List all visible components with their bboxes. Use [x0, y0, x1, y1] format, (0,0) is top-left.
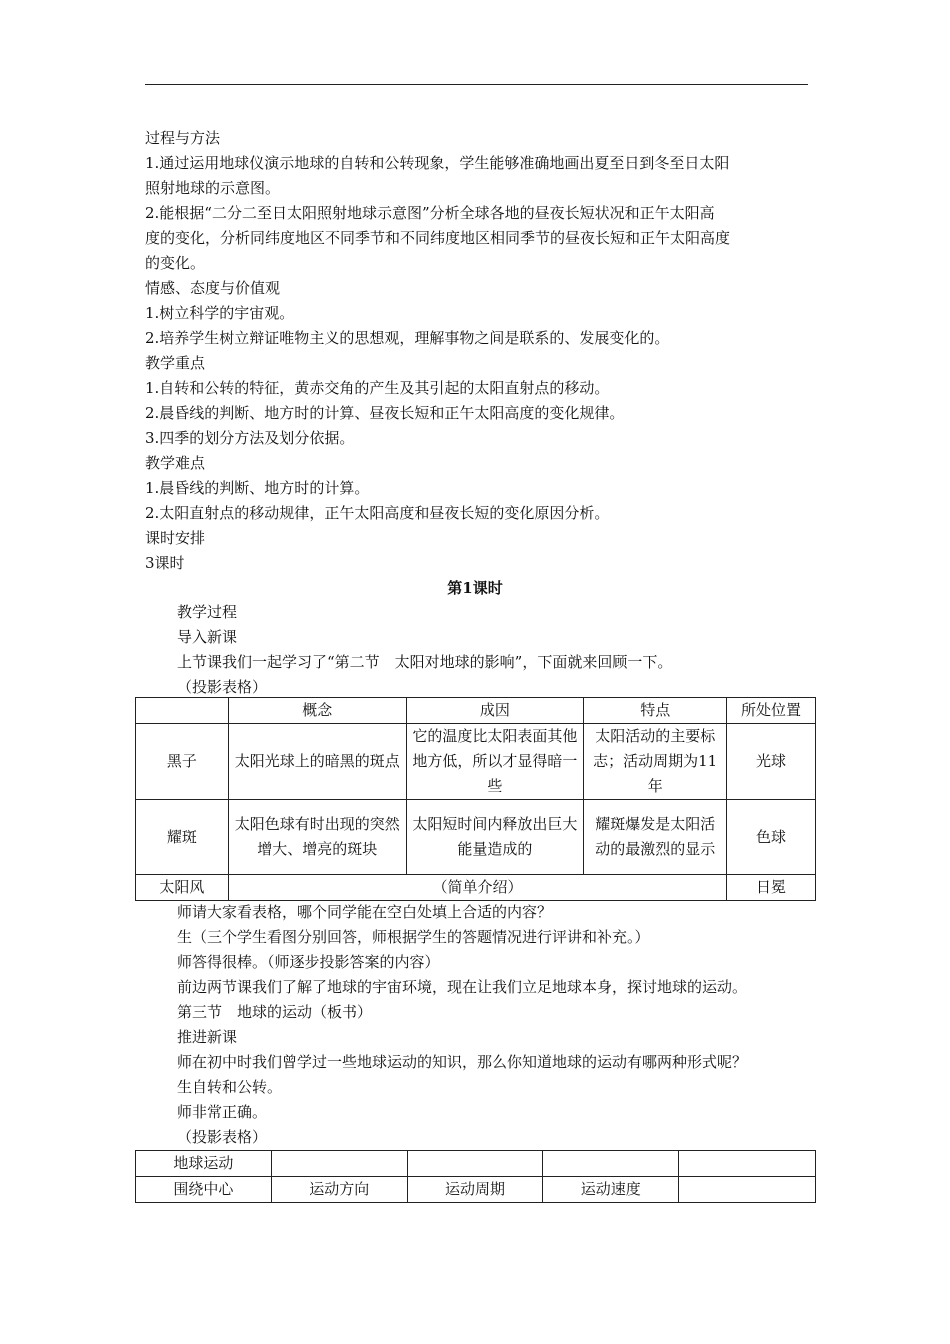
- heading-key-points: 教学重点: [145, 354, 206, 372]
- paragraph-line: （投影表格）: [177, 1128, 268, 1146]
- paragraph-line: 导入新课: [177, 628, 238, 646]
- table-cell: 光球: [727, 724, 816, 800]
- paragraph-line: 2.培养学生树立辩证唯物主义的思想观，理解事物之间是联系的、发展变化的。: [145, 329, 670, 347]
- paragraph-line: 第三节 地球的运动（板书）: [177, 1003, 373, 1021]
- table-cell: 耀斑: [136, 800, 229, 875]
- paragraph-line: 的变化。: [145, 254, 206, 272]
- table-header-cell: 所处位置: [727, 698, 816, 724]
- table-cell: 太阳活动的主要标志；活动周期为11年: [584, 724, 727, 800]
- table-cell: 太阳短时间内释放出巨大能量造成的: [406, 800, 584, 875]
- paragraph-line: 照射地球的示意图。: [145, 179, 281, 197]
- heading-difficulties: 教学难点: [145, 454, 206, 472]
- paragraph-line: 2.能根据“二分二至日太阳照射地球示意图”分析全球各地的昼夜长短状况和正午太阳高: [145, 204, 715, 222]
- table-row: [136, 724, 816, 800]
- table-cell: 耀斑爆发是太阳活动的最激烈的显示: [584, 800, 727, 875]
- table-cell: 它的温度比太阳表面其他地方低，所以才显得暗一些: [406, 724, 584, 800]
- table-cell: [271, 1151, 407, 1177]
- paragraph-line: 上节课我们一起学习了“第二节 太阳对地球的影响”，下面就来回顾一下。: [177, 653, 673, 671]
- paragraph-line: 师答得很棒。（师逐步投影答案的内容）: [177, 953, 440, 971]
- table-cell: [679, 1151, 816, 1177]
- table-cell: [679, 1177, 816, 1203]
- header-rule: [145, 84, 808, 85]
- paragraph-line: 1.通过运用地球仪演示地球的自转和公转现象，学生能够准确地画出夏至日到冬至日太阳: [145, 154, 730, 172]
- paragraph-line: 2.太阳直射点的移动规律，正午太阳高度和昼夜长短的变化原因分析。: [145, 504, 610, 522]
- earth-motion-table: [135, 1150, 816, 1203]
- paragraph-line: 1.自转和公转的特征，黄赤交角的产生及其引起的太阳直射点的移动。: [145, 379, 610, 397]
- heading-process-methods: 过程与方法: [145, 129, 221, 147]
- table-row: [136, 875, 816, 901]
- table-cell: 色球: [727, 800, 816, 875]
- paragraph-line: 度的变化，分析同纬度地区不同季节和不同纬度地区相同季节的昼夜长短和正午太阳高度: [145, 229, 731, 247]
- table-cell: 地球运动: [136, 1151, 272, 1177]
- paragraph-line: 师非常正确。: [177, 1103, 268, 1121]
- paragraph-line: 1.晨昏线的判断、地方时的计算。: [145, 479, 370, 497]
- paragraph-line: 推进新课: [177, 1028, 238, 1046]
- table-header-cell: [136, 698, 229, 724]
- table-cell: 黑子: [136, 724, 229, 800]
- table-cell: [543, 1151, 679, 1177]
- table-header-cell: 概念: [228, 698, 406, 724]
- solar-activity-table: [135, 697, 816, 901]
- table-cell: 围绕中心: [136, 1177, 272, 1203]
- paragraph-line: （投影表格）: [177, 678, 268, 696]
- paragraph-line: 生（三个学生看图分别回答，师根据学生的答题情况进行评讲和补充。）: [177, 928, 650, 946]
- paragraph-line: 3课时: [145, 554, 185, 572]
- paragraph-line: 师在初中时我们曾学过一些地球运动的知识，那么你知道地球的运动有哪两种形式呢？: [177, 1053, 748, 1071]
- section-title: 第1课时: [447, 579, 503, 597]
- paragraph-line: 师请大家看表格，哪个同学能在空白处填上合适的内容？: [177, 903, 553, 921]
- paragraph-line: 1.树立科学的宇宙观。: [145, 304, 295, 322]
- paragraph-line: 生自转和公转。: [177, 1078, 283, 1096]
- table-header-cell: 成因: [406, 698, 584, 724]
- table-cell: 太阳色球有时出现的突然增大、增亮的斑块: [228, 800, 406, 875]
- paragraph-line: 教学过程: [177, 603, 238, 621]
- table-cell-merged: （简单介绍）: [228, 875, 726, 901]
- table-header-cell: 特点: [584, 698, 727, 724]
- paragraph-line: 2.晨昏线的判断、地方时的计算、昼夜长短和正午太阳高度的变化规律。: [145, 404, 625, 422]
- table-row: [136, 1151, 816, 1177]
- paragraph-line: 3.四季的划分方法及划分依据。: [145, 429, 355, 447]
- table-row: [136, 800, 816, 875]
- heading-schedule: 课时安排: [145, 529, 206, 547]
- table-cell: 日冕: [727, 875, 816, 901]
- table-header-row: [136, 698, 816, 724]
- table-cell: 运动速度: [543, 1177, 679, 1203]
- paragraph-line: 前边两节课我们了解了地球的宇宙环境，现在让我们立足地球本身，探讨地球的运动。: [177, 978, 748, 996]
- table-cell: 运动方向: [271, 1177, 407, 1203]
- table-cell: 太阳光球上的暗黑的斑点: [228, 724, 406, 800]
- table-row: [136, 1177, 816, 1203]
- table-cell: 太阳风: [136, 875, 229, 901]
- table-cell: [407, 1151, 543, 1177]
- heading-attitudes-values: 情感、态度与价值观: [145, 279, 281, 297]
- table-cell: 运动周期: [407, 1177, 543, 1203]
